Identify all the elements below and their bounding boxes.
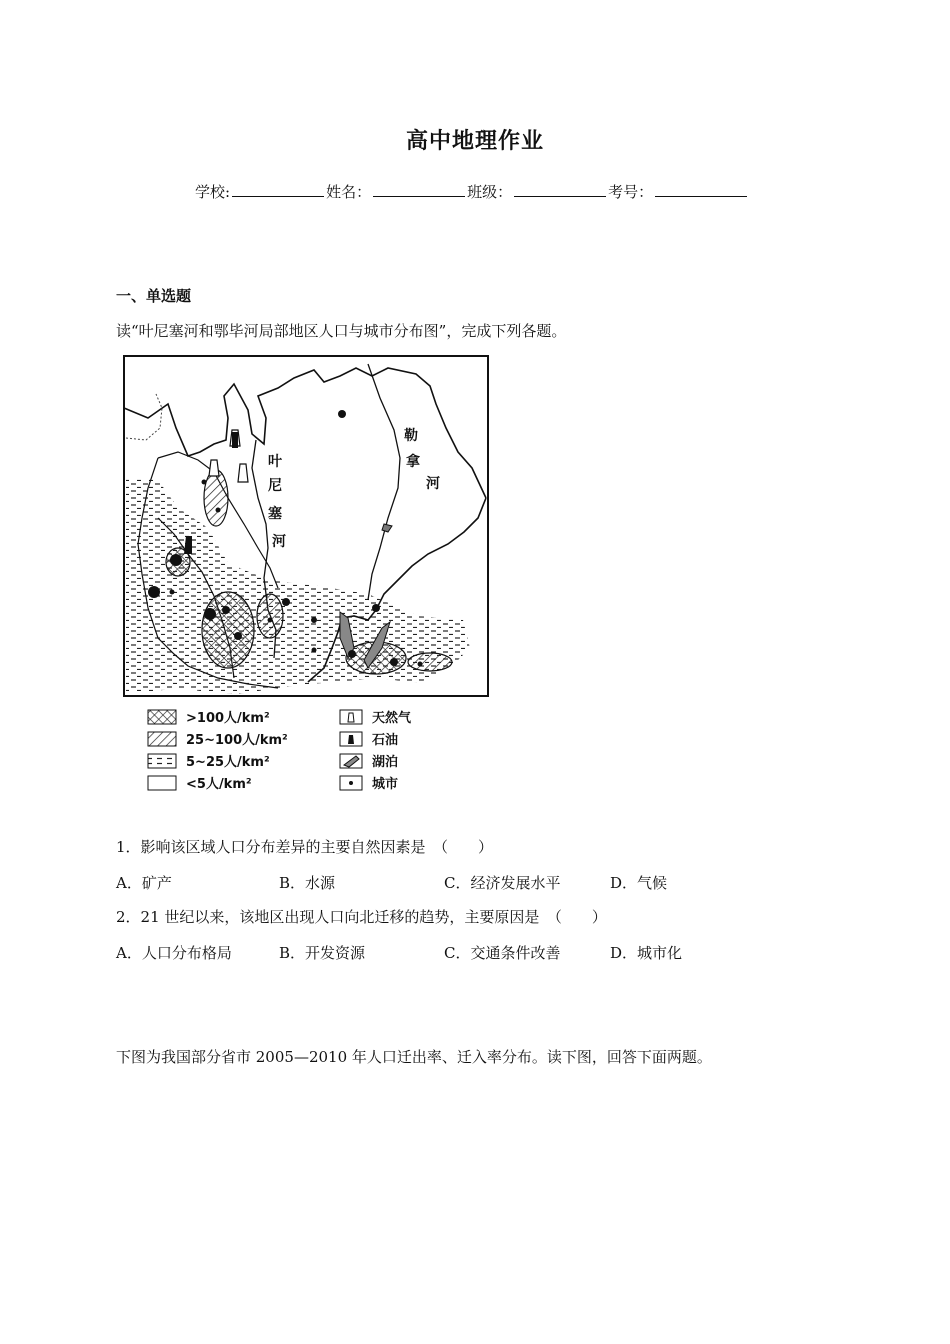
city	[390, 658, 398, 666]
question-1-stem: 1．影响该区域人口分布差异的主要自然因素是 （ ）	[116, 838, 494, 856]
city	[148, 586, 160, 598]
city	[170, 590, 175, 595]
legend-swatch-5-25	[148, 754, 176, 768]
natural-gas-icon	[348, 713, 354, 722]
q2-option-b[interactable]: B．开发资源	[279, 944, 366, 962]
density-25-100-area	[257, 594, 283, 638]
q1-option-a[interactable]: A．矿产	[116, 874, 172, 892]
class-label: 班级：	[467, 183, 513, 201]
section-heading: 一、单选题	[116, 287, 192, 305]
river-label-char: 拿	[406, 454, 420, 470]
city	[204, 608, 216, 620]
density-gt100-area	[202, 592, 254, 668]
map-legend	[146, 706, 446, 798]
legend-swatch-gt100	[148, 710, 176, 724]
natural-gas-field	[238, 464, 248, 482]
legend-label: 天然气	[372, 711, 412, 726]
q1-option-c[interactable]: C．经济发展水平	[444, 874, 561, 892]
legend-label: 5~25人/km²	[186, 755, 270, 770]
section-intro: 读“叶尼塞河和鄂毕河局部地区人口与城市分布图”，完成下列各题。	[116, 322, 567, 340]
q1-option-b[interactable]: B．水源	[279, 874, 336, 892]
city	[372, 604, 380, 612]
city-icon	[349, 781, 353, 785]
legend-label: 城市	[372, 777, 399, 792]
page-title: 高中地理作业	[405, 129, 544, 154]
legend-swatch-lt5	[148, 776, 176, 790]
legend-swatch-25-100	[148, 732, 176, 746]
exam-no-blank[interactable]	[655, 182, 747, 197]
section-intro-2: 下图为我国部分省市 2005—2010 年人口迁出率、迁入率分布。读下图，回答下面两题。	[116, 1048, 712, 1066]
city	[282, 598, 290, 606]
city	[348, 650, 356, 658]
name-label: 姓名：	[326, 183, 372, 201]
river-label-char: 河	[426, 476, 440, 492]
q1-option-d[interactable]: D．气候	[610, 874, 668, 892]
question-2-stem: 2．21 世纪以来，该地区出现人口向北迁移的趋势，主要原因是 （ ）	[116, 908, 607, 926]
city	[338, 410, 346, 418]
city	[202, 480, 207, 485]
river-label-char: 塞	[268, 506, 282, 522]
city	[170, 554, 182, 566]
legend-label: >100人/km²	[186, 711, 270, 726]
oil-field	[232, 432, 238, 448]
q2-option-a[interactable]: A．人口分布格局	[116, 944, 232, 962]
school-label: 学校:	[195, 183, 231, 201]
city	[222, 606, 230, 614]
city	[312, 648, 317, 653]
city	[234, 632, 242, 640]
legend-label: 湖泊	[372, 755, 399, 770]
city	[216, 508, 221, 513]
city	[268, 618, 273, 623]
exam-no-label: 考号：	[608, 183, 654, 201]
name-blank[interactable]	[373, 182, 465, 197]
legend-label: 25~100人/km²	[186, 733, 288, 748]
city	[418, 662, 423, 667]
q2-option-d[interactable]: D．城市化	[610, 944, 683, 962]
oil-icon	[348, 735, 354, 744]
density-25-100-area	[204, 470, 228, 526]
natural-gas-field	[209, 460, 219, 476]
density-25-100-area	[408, 653, 452, 671]
q2-option-c[interactable]: C．交通条件改善	[444, 944, 561, 962]
river-label-char: 河	[272, 534, 286, 550]
school-blank[interactable]	[232, 182, 324, 197]
student-info-line	[195, 181, 749, 202]
legend-label: 石油	[372, 733, 399, 748]
river-label-char: 勒	[404, 428, 418, 444]
class-blank[interactable]	[514, 182, 606, 197]
river-label-char: 叶	[268, 454, 282, 470]
city	[311, 617, 317, 623]
legend-label: <5人/km²	[186, 777, 252, 792]
river-label-char: 尼	[268, 478, 282, 494]
population-map	[118, 348, 494, 700]
